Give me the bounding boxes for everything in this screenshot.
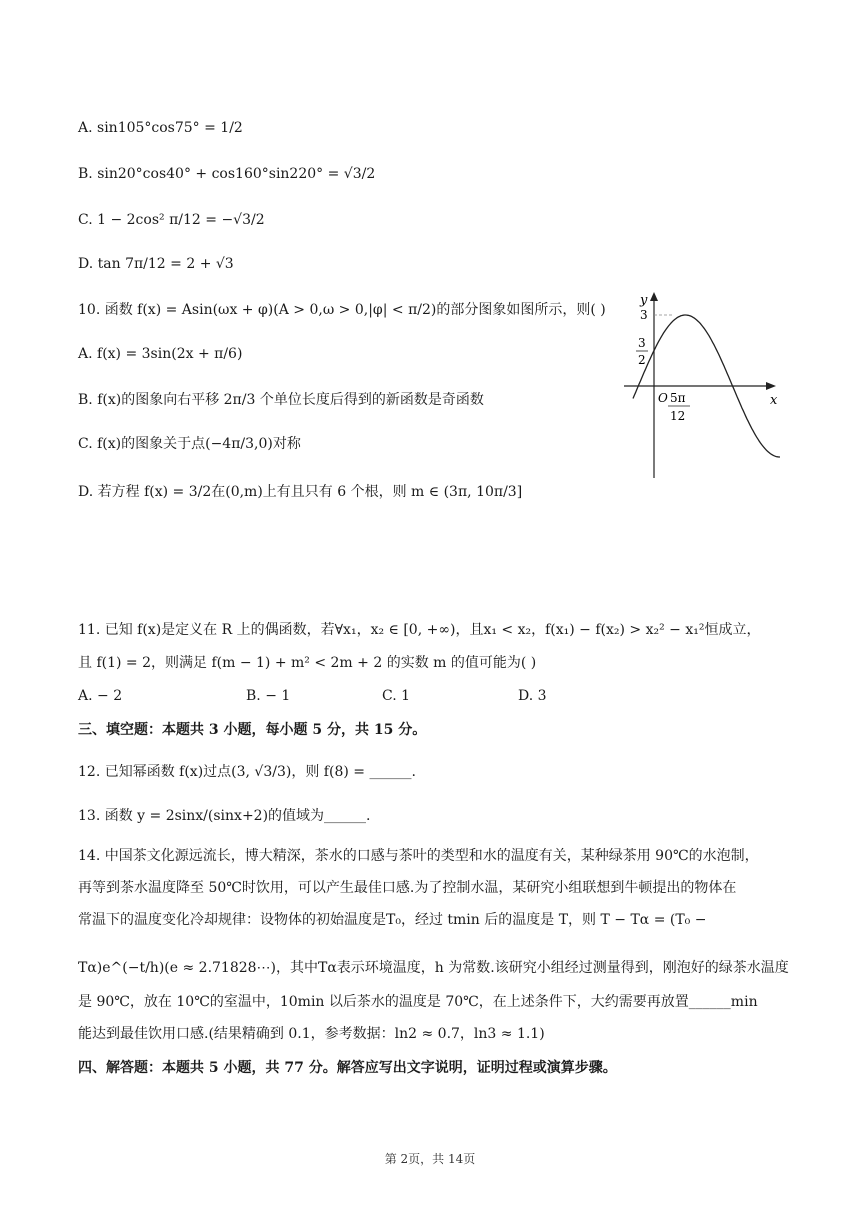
y-tick-half-num: 3	[638, 336, 646, 350]
q9-option-c: C. 1 − 2cos² π/12 = −√3/2	[78, 212, 265, 228]
q14-line5: 是 90℃，放在 10℃的室温中，10min 以后茶水的温度是 70℃，在上述条件下，大约需要再放置______min	[78, 994, 758, 1010]
q9-option-d: D. tan 7π/12 = 2 + √3	[78, 256, 234, 272]
q14-line1: 14. 中国茶文化源远流长，博大精深，茶水的口感与茶叶的类型和水的温度有关，某种绿茶用 90℃的水泡制，	[78, 848, 759, 864]
x-axis-label: x	[770, 393, 778, 408]
q10-option-d: D. 若方程 f(x) = 3/2在(0,m)上有且只有 6 个根，则 m ∈ (3π, 10π/3]	[78, 484, 523, 500]
y-axis-label: y	[640, 293, 648, 308]
q10-option-a: A. f(x) = 3sin(2x + π/6)	[78, 346, 243, 362]
q9-option-a: A. sin105°cos75° = 1/2	[78, 120, 243, 136]
q11-line1: 11. 已知 f(x)是定义在 R 上的偶函数，若∀x₁，x₂ ∈ [0, +∞)，且x₁ < x₂，f(x₁) − f(x₂) > x₂² − x₁²恒成立，	[78, 622, 761, 638]
x-tick-num: 5π	[670, 391, 686, 405]
function-graph	[620, 288, 790, 484]
q11-option-d: D. 3	[518, 688, 547, 704]
y-axis-arrow	[650, 292, 658, 301]
section-4-heading: 四、解答题：本题共 5 小题，共 77 分。解答应写出文字说明，证明过程或演算步骤。	[78, 1060, 617, 1076]
q12: 12. 已知幂函数 f(x)过点(3, √3/3)，则 f(8) = ______.	[78, 764, 416, 780]
page-footer: 第 2页，共 14页	[384, 1152, 476, 1166]
q14-line4: Tα)e^(−t/h)(e ≈ 2.71828⋯)，其中Tα表示环境温度，h 为常数.该研究小组经过测量得到，刚泡好的绿茶水温度	[78, 960, 789, 976]
q11-option-c: C. 1	[382, 688, 411, 704]
q14-line2: 再等到茶水温度降至 50℃时饮用，可以产生最佳口感.为了控制水温，某研究小组联想到牛顿提出的物体在	[78, 880, 737, 896]
q11-line2: 且 f(1) = 2，则满足 f(m − 1) + m² < 2m + 2 的实数 m 的值可能为( )	[78, 655, 537, 671]
x-tick-den: 12	[670, 409, 686, 423]
q10-option-c: C. f(x)的图象关于点(−4π/3,0)对称	[78, 436, 301, 452]
q11-option-a: A. − 2	[78, 688, 123, 704]
q9-option-b: B. sin20°cos40° + cos160°sin220° = √3/2	[78, 166, 376, 182]
x-axis-arrow	[766, 382, 776, 390]
q11-option-b: B. − 1	[246, 688, 291, 704]
q10-option-b: B. f(x)的图象向右平移 2π/3 个单位长度后得到的新函数是奇函数	[78, 392, 484, 408]
section-3-heading: 三、填空题：本题共 3 小题，每小题 5 分，共 15 分。	[78, 722, 427, 738]
q10-stem: 10. 函数 f(x) = Asin(ωx + φ)(A > 0,ω > 0,|φ| < π/2)的部分图象如图所示，则( )	[78, 302, 606, 318]
q13: 13. 函数 y = 2sinx/(sinx+2)的值域为______.	[78, 808, 371, 824]
q14-line3: 常温下的温度变化冷却规律：设物体的初始温度是T₀，经过 tmin 后的温度是 T，则 T − Tα = (T₀ −	[78, 912, 707, 928]
y-tick-3: 3	[640, 308, 648, 322]
q14-line6: 能达到最佳饮用口感.(结果精确到 0.1，参考数据：ln2 ≈ 0.7，ln3 ≈ 1.1)	[78, 1026, 545, 1042]
y-tick-half-den: 2	[638, 353, 646, 367]
origin-label: O	[658, 391, 668, 405]
